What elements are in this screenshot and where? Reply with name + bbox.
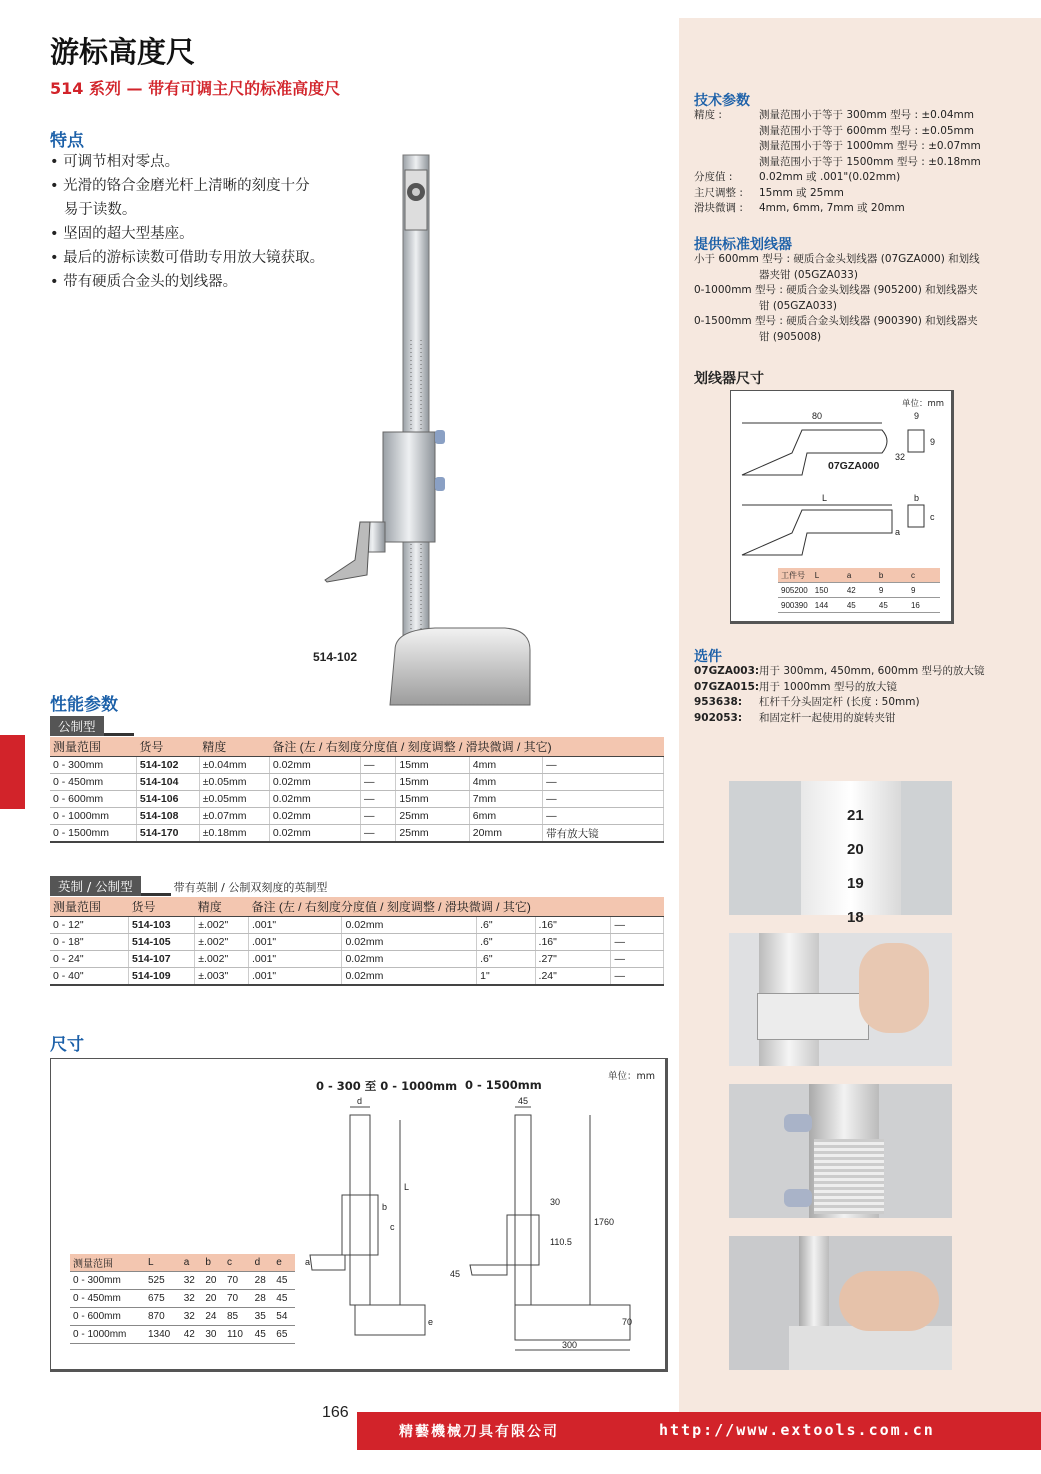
col-header: 备注 (左 / 右刻度分度值 / 刻度调整 / 滑块微调 / 其它) [249, 897, 664, 917]
table-cell: 0 - 1000mm [70, 1326, 145, 1344]
adjust-photo [729, 933, 952, 1066]
table-row [50, 825, 664, 843]
scriber-model: 07GZA000 [828, 460, 880, 472]
table-cell: 4mm [469, 774, 542, 791]
scriber-dim: b [914, 493, 920, 503]
table-row [50, 808, 664, 825]
table-cell: ±0.18mm [199, 825, 269, 843]
table-cell: — [543, 808, 664, 825]
tech-line [694, 201, 1034, 217]
inch-tag: 英制 / 公制型 [50, 876, 141, 896]
drawing-label-a: 0 - 300 至 0 - 1000mm [316, 1079, 458, 1093]
tech-label [694, 155, 759, 171]
table-cell: 45 [273, 1290, 295, 1308]
table-cell: 9 [876, 583, 908, 598]
table-cell: 带有放大镜 [543, 825, 664, 843]
table-cell: 0.02mm [342, 917, 477, 934]
table-row [50, 951, 664, 968]
table-cell: 0 - 18" [50, 934, 129, 951]
tech-heading: 技术参数 [694, 93, 750, 109]
tech-value: 4mm, 6mm, 7mm 或 20mm [759, 202, 905, 214]
table-cell: e [273, 1254, 295, 1272]
table-cell: 15mm [396, 757, 469, 774]
table-cell: 905200 [778, 583, 812, 598]
page-title: 游标高度尺 [50, 35, 196, 69]
tech-label [694, 139, 759, 155]
table-cell: 20 [202, 1272, 224, 1290]
scale-number: 18 [847, 909, 864, 926]
table-cell: a [844, 568, 876, 583]
tech-line [694, 108, 1034, 124]
inch-table [50, 897, 664, 986]
table-cell: ±.002" [195, 917, 249, 934]
dimensions-heading: 尺寸 [50, 1035, 84, 1055]
scriber-line: 0-1500mm 型号 : 硬质合金头划线器 (900390) 和划线器夹 [694, 315, 978, 327]
scriber-drawing [732, 405, 947, 565]
tag-rule [104, 733, 134, 736]
table-cell: — [360, 774, 395, 791]
inch-tag-row [50, 876, 327, 896]
table-cell: 0.02mm [342, 968, 477, 986]
tech-label [694, 124, 759, 140]
option-code: 07GZA003: [694, 665, 760, 677]
table-row [50, 757, 664, 774]
table-row [778, 568, 940, 583]
table-cell: ±.002" [195, 951, 249, 968]
dim-label: c [390, 1222, 395, 1232]
table-cell: ±.002" [195, 934, 249, 951]
table-cell: 514-170 [136, 825, 199, 843]
tech-line [694, 155, 1034, 171]
scriber-dim: 80 [812, 411, 823, 421]
table-cell: 25mm [396, 808, 469, 825]
feature-item: • 可调节相对零点。 [50, 154, 180, 170]
table-cell: 900390 [778, 598, 812, 613]
scriber-dim: c [930, 512, 935, 522]
table-cell: 870 [145, 1308, 181, 1326]
table-cell: — [611, 917, 664, 934]
table-cell: c [224, 1254, 252, 1272]
features-heading: 特点 [50, 131, 84, 151]
table-cell: L [812, 568, 844, 583]
scriber-line: 器夹钳 (05GZA033) [759, 268, 858, 281]
table-cell: 35 [252, 1308, 274, 1326]
scriber-dim: 9 [930, 437, 936, 447]
table-cell: 28 [252, 1290, 274, 1308]
options-list [694, 664, 1034, 726]
table-cell: 70 [224, 1290, 252, 1308]
table-cell: .001" [249, 951, 342, 968]
table-cell: 525 [145, 1272, 181, 1290]
table-cell: 32 [181, 1290, 203, 1308]
scale-number: 20 [847, 841, 864, 858]
tech-value: 测量范围小于等于 1000mm 型号 : ±0.07mm [759, 140, 981, 152]
table-cell: .16" [535, 934, 611, 951]
inch-note: 带有英制 / 公制双刻度的英制型 [173, 881, 328, 894]
col-header: 精度 [199, 737, 269, 757]
scriber-line: 钳 (05GZA033) [759, 299, 837, 312]
table-cell: 测量范围 [70, 1254, 145, 1272]
table-cell: 70 [224, 1272, 252, 1290]
table-cell: 28 [252, 1272, 274, 1290]
table-cell: 7mm [469, 791, 542, 808]
scriber-size-table [778, 568, 940, 613]
table-cell: d [252, 1254, 274, 1272]
table-cell: 1340 [145, 1326, 181, 1344]
feature-item: • 带有硬质合金头的划线器。 [50, 274, 238, 290]
features-list [50, 150, 324, 294]
table-cell: .24" [535, 968, 611, 986]
tag-rule [141, 893, 171, 896]
table-cell: 45 [876, 598, 908, 613]
table-row [50, 774, 664, 791]
table-cell: — [611, 951, 664, 968]
table-cell: — [543, 774, 664, 791]
table-cell: 514-103 [129, 917, 195, 934]
table-cell: 32 [181, 1272, 203, 1290]
table-cell: 9 [908, 583, 940, 598]
table-cell: 0.02mm [269, 808, 360, 825]
table-cell: 16 [908, 598, 940, 613]
section-tab [0, 735, 25, 809]
scriber-list [694, 252, 1034, 345]
page-subtitle: 514 系列 — 带有可调主尺的标准高度尺 [50, 79, 341, 98]
table-cell: 30 [202, 1326, 224, 1344]
table-cell: 32 [181, 1308, 203, 1326]
feature-item: • 最后的游标读数可借助专用放大镜获取。 [50, 250, 325, 266]
scriber-line: 小于 600mm 型号 : 硬质合金头划线器 (07GZA000) 和划线 [694, 253, 980, 265]
feature-item: • 光滑的铬合金磨光杆上清晰的刻度十分 [50, 178, 310, 194]
dim-label: 45 [518, 1096, 529, 1106]
table-cell: 15mm [396, 791, 469, 808]
option-code: 07GZA015: [694, 680, 760, 693]
scale-number: 21 [847, 807, 864, 824]
footer-company: 精藝機械刀具有限公司 [399, 1424, 559, 1440]
table-cell: 150 [812, 583, 844, 598]
scriber-dim: L [822, 493, 828, 503]
col-header: 测量范围 [50, 737, 136, 757]
tech-line [694, 186, 1034, 202]
table-cell: 24 [202, 1308, 224, 1326]
scale-closeup-photo [729, 781, 952, 926]
tech-value: 测量范围小于等于 600mm 型号 : ±0.05mm [759, 124, 975, 137]
tech-line [694, 139, 1034, 155]
table-cell: .6" [477, 951, 535, 968]
dim-label: L [404, 1182, 410, 1192]
table-cell: 0 - 12" [50, 917, 129, 934]
option-desc: 杠杆千分头固定杆 (长度 : 50mm) [759, 696, 920, 708]
table-row [70, 1254, 295, 1272]
table-cell: 42 [181, 1326, 203, 1344]
option-desc: 用于 300mm, 450mm, 600mm 型号的放大镜 [759, 665, 985, 677]
col-header: 精度 [195, 897, 249, 917]
scriber-dim: 32 [895, 452, 906, 462]
dim-label: 70 [622, 1317, 633, 1327]
scriber-line: 0-1000mm 型号 : 硬质合金头划线器 (905200) 和划线器夹 [694, 284, 978, 296]
tech-value: 测量范围小于等于 300mm 型号 : ±0.04mm [759, 109, 975, 121]
table-cell: 0.02mm [342, 934, 477, 951]
table-cell: 0.02mm [342, 951, 477, 968]
dim-label: 110.5 [550, 1237, 572, 1247]
option-item [694, 680, 1034, 696]
base-photo [729, 1236, 952, 1370]
option-desc: 和固定杆一起使用的旋转夹钳 [759, 711, 896, 724]
table-cell: 0 - 450mm [50, 774, 136, 791]
table-cell: ±.003" [195, 968, 249, 986]
scale-numbers [847, 799, 864, 935]
table-cell: 1" [477, 968, 535, 986]
dim-label: 45 [450, 1269, 461, 1279]
dimension-table [70, 1254, 295, 1344]
table-cell: 4mm [469, 757, 542, 774]
tech-value: 0.02mm 或 .001"(0.02mm) [759, 171, 901, 183]
tech-value: 15mm 或 25mm [759, 186, 844, 199]
table-row [778, 598, 940, 613]
table-cell: .27" [535, 951, 611, 968]
table-cell: — [543, 757, 664, 774]
dim-label: 300 [562, 1340, 578, 1350]
table-cell: 45 [252, 1326, 274, 1344]
table-cell: 42 [844, 583, 876, 598]
table-cell: c [908, 568, 940, 583]
table-cell: 675 [145, 1290, 181, 1308]
table-cell: 0 - 1000mm [50, 808, 136, 825]
table-cell: — [543, 791, 664, 808]
table-row [50, 968, 664, 986]
page-number: 166 [322, 1404, 349, 1421]
tech-value: 测量范围小于等于 1500mm 型号 : ±0.18mm [759, 155, 981, 168]
table-cell: 0.02mm [269, 757, 360, 774]
table-cell: 0 - 300mm [70, 1272, 145, 1290]
table-cell: 0 - 1500mm [50, 825, 136, 843]
table-cell: 0.02mm [269, 774, 360, 791]
table-cell: — [360, 825, 395, 843]
table-row [778, 583, 940, 598]
option-item [694, 664, 1034, 680]
feature-item: • 坚固的超大型基座。 [50, 226, 194, 242]
dim-label: e [428, 1317, 434, 1327]
table-cell: b [876, 568, 908, 583]
table-cell: b [202, 1254, 224, 1272]
table-cell: — [360, 791, 395, 808]
table-cell: 6mm [469, 808, 542, 825]
tech-label: 精度 : [694, 109, 722, 121]
table-cell: 514-109 [129, 968, 195, 986]
table-cell: 0.02mm [269, 791, 360, 808]
dim-label: 30 [550, 1197, 561, 1207]
table-row [70, 1308, 295, 1326]
col-header: 货号 [136, 737, 199, 757]
scriber-dim: a [895, 527, 901, 537]
tech-label: 主尺调整 : [694, 186, 743, 199]
dim-label: d [357, 1096, 363, 1106]
scale-number: 19 [847, 875, 864, 892]
table-cell: — [611, 968, 664, 986]
tech-line [694, 124, 1034, 140]
table-cell: 0.02mm [269, 825, 360, 843]
table-cell: 20mm [469, 825, 542, 843]
table-cell: ±0.07mm [199, 808, 269, 825]
table-row [70, 1272, 295, 1290]
table-cell: 20 [202, 1290, 224, 1308]
option-item [694, 711, 1034, 727]
table-cell: .001" [249, 934, 342, 951]
table-cell: 0 - 600mm [50, 791, 136, 808]
table-cell: 514-108 [136, 808, 199, 825]
tech-label: 分度值 : [694, 171, 733, 183]
metric-tag: 公制型 [50, 716, 104, 736]
scriber-size-heading: 划线器尺寸 [694, 371, 764, 387]
table-cell: — [360, 808, 395, 825]
table-row [70, 1326, 295, 1344]
table-cell: ±0.05mm [199, 791, 269, 808]
col-header: 备注 (左 / 右刻度分度值 / 刻度调整 / 滑块微调 / 其它) [269, 737, 663, 757]
performance-heading: 性能参数 [50, 695, 118, 715]
table-cell: .001" [249, 968, 342, 986]
photo-caption: 514-102 [313, 650, 358, 664]
footer-url[interactable]: http://www.extools.com.cn [659, 1421, 935, 1439]
feature-item: 易于读数。 [50, 202, 137, 218]
table-cell: 25mm [396, 825, 469, 843]
table-cell: 0 - 40" [50, 968, 129, 986]
dim-label: b [382, 1202, 388, 1212]
tech-list [694, 108, 1034, 217]
col-header: 测量范围 [50, 897, 129, 917]
scriber-dim: 9 [914, 411, 920, 421]
table-cell: 0 - 300mm [50, 757, 136, 774]
table-cell: 0 - 600mm [70, 1308, 145, 1326]
table-cell: ±0.05mm [199, 774, 269, 791]
table-cell: 110 [224, 1326, 252, 1344]
table-cell: 45 [844, 598, 876, 613]
table-cell: .6" [477, 917, 535, 934]
table-cell: 514-102 [136, 757, 199, 774]
table-row [50, 934, 664, 951]
options-heading: 选件 [694, 649, 722, 665]
table-row [50, 917, 664, 934]
scriber-unit: 单位：mm [902, 399, 945, 409]
table-cell: .001" [249, 917, 342, 934]
table-cell: 54 [273, 1308, 295, 1326]
table-row [50, 791, 664, 808]
drawing-label-b: 0 - 1500mm [465, 1078, 542, 1092]
table-cell: ±0.04mm [199, 757, 269, 774]
table-cell: 514-104 [136, 774, 199, 791]
table-cell: 144 [812, 598, 844, 613]
table-cell: 0 - 450mm [70, 1290, 145, 1308]
table-cell: — [360, 757, 395, 774]
table-cell: 65 [273, 1326, 295, 1344]
table-cell: L [145, 1254, 181, 1272]
table-cell: 15mm [396, 774, 469, 791]
footer-bar [357, 1412, 1041, 1450]
metric-tag-row [50, 716, 134, 736]
table-cell: — [611, 934, 664, 951]
dimension-drawing [300, 1095, 640, 1365]
table-cell: 45 [273, 1272, 295, 1290]
table-cell: 85 [224, 1308, 252, 1326]
slider-photo [729, 1084, 952, 1218]
dim-label: a [305, 1257, 311, 1267]
table-cell: 0 - 24" [50, 951, 129, 968]
table-cell: 工件号 [778, 568, 812, 583]
table-cell: 514-107 [129, 951, 195, 968]
table-cell: 514-105 [129, 934, 195, 951]
table-cell: 514-106 [136, 791, 199, 808]
tech-line [694, 170, 1034, 186]
metric-table [50, 737, 664, 843]
option-code: 902053: [694, 711, 743, 724]
table-cell: .6" [477, 934, 535, 951]
dimensions-unit: 单位：mm [608, 1071, 656, 1082]
option-desc: 用于 1000mm 型号的放大镜 [759, 680, 897, 693]
option-item [694, 695, 1034, 711]
option-code: 953638: [694, 696, 743, 708]
tech-label: 滑块微调 : [694, 202, 743, 214]
scriber-line: 钳 (905008) [759, 330, 822, 343]
dim-label: 1760 [594, 1217, 615, 1227]
col-header: 货号 [129, 897, 195, 917]
height-gauge-photo [315, 150, 555, 715]
table-cell: a [181, 1254, 203, 1272]
scriber-heading: 提供标准划线器 [694, 237, 792, 253]
table-cell: .16" [535, 917, 611, 934]
table-row [70, 1290, 295, 1308]
